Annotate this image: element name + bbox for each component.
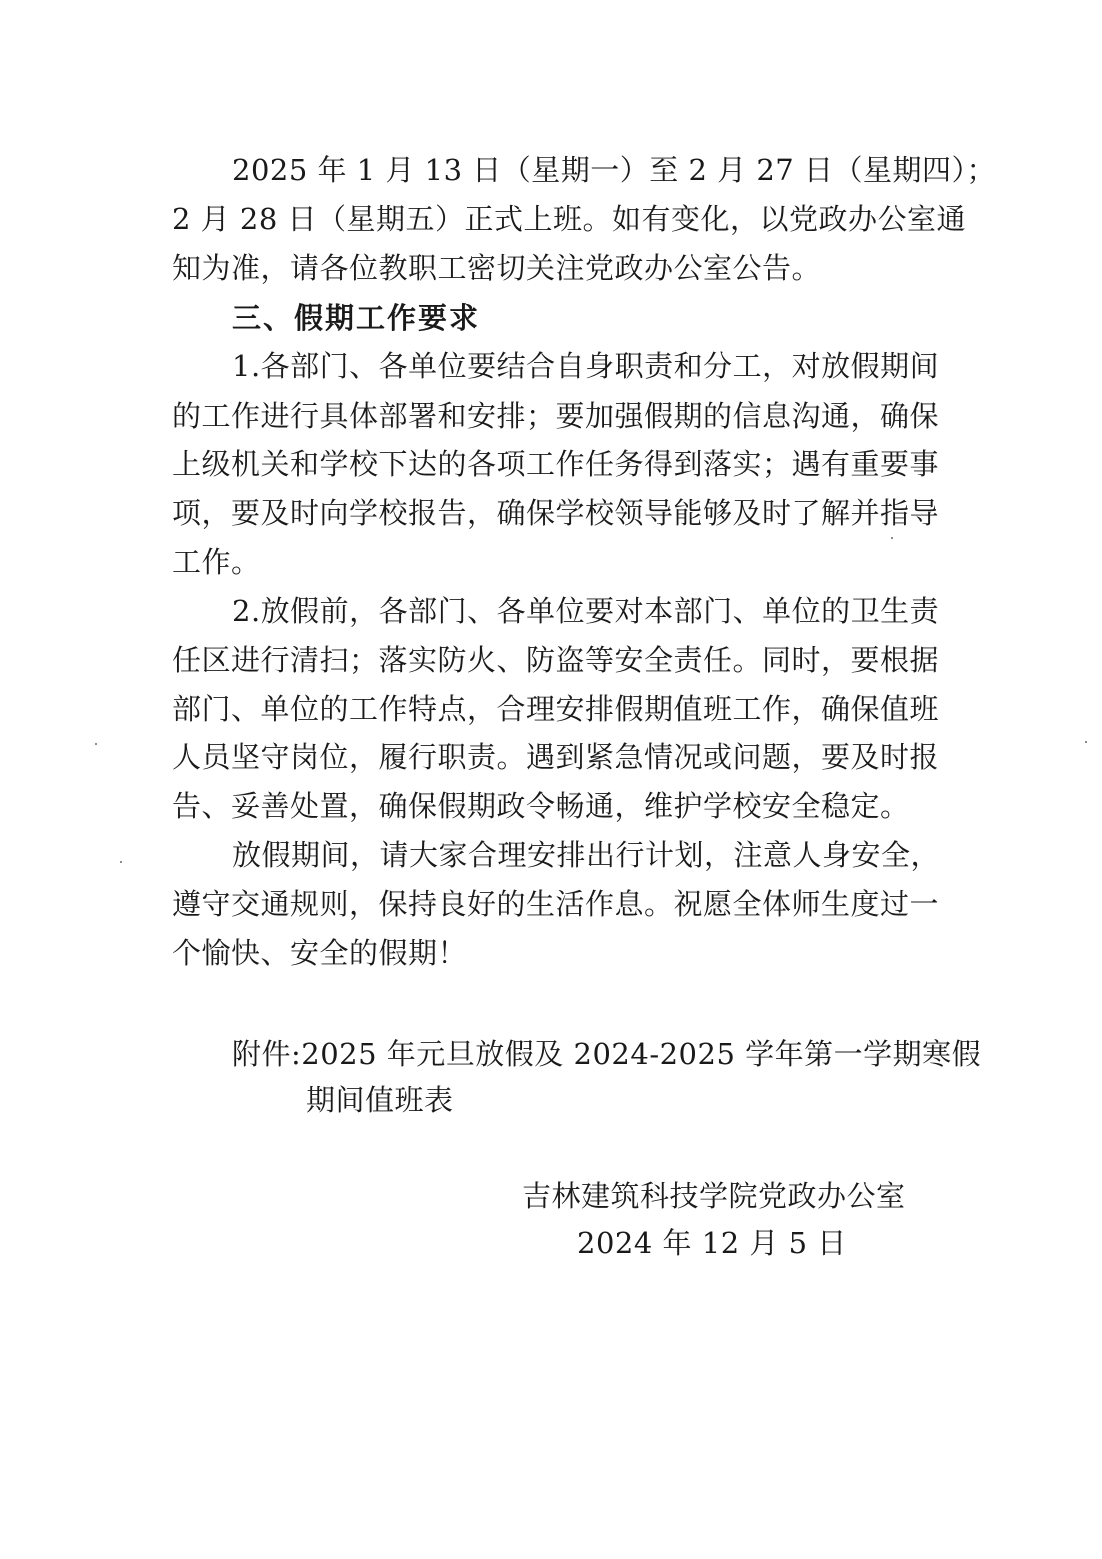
- paragraph-line: 上级机关和学校下达的各项工作任务得到落实；遇有重要事: [172, 447, 940, 481]
- scan-speck: [120, 861, 122, 863]
- paragraph-line: 遵守交通规则，保持良好的生活作息。祝愿全体师生度过一: [172, 887, 940, 921]
- paragraph-line: 放假期间，请大家合理安排出行计划，注意人身安全，: [232, 838, 941, 872]
- scan-speck: [1085, 741, 1087, 743]
- scan-speck: [95, 743, 97, 745]
- paragraph-line: 工作。: [172, 545, 261, 579]
- paragraph-line: 2 月 28 日（星期五）正式上班。如有变化，以党政办公室通: [172, 202, 967, 236]
- signature-date: 2024 年 12 月 5 日: [577, 1226, 847, 1260]
- paragraph-line: 知为准，请各位教职工密切关注党政办公室公告。: [172, 251, 822, 285]
- paragraph-line: 人员坚守岗位，履行职责。遇到紧急情况或问题，要及时报: [172, 740, 940, 774]
- signature-office: 吉林建筑科技学院党政办公室: [522, 1179, 906, 1213]
- paragraph-line: 部门、单位的工作特点，合理安排假期值班工作，确保值班: [172, 692, 940, 726]
- paragraph-line: 2.放假前，各部门、各单位要对本部门、单位的卫生责: [232, 594, 940, 628]
- section-heading: 三、假期工作要求: [232, 301, 481, 335]
- paragraph-line: 的工作进行具体部署和安排；要加强假期的信息沟通，确保: [172, 399, 940, 433]
- paragraph-line: 个愉快、安全的假期！: [172, 936, 468, 970]
- paragraph-line: 2025 年 1 月 13 日（星期一）至 2 月 27 日（星期四）；: [232, 153, 996, 187]
- paragraph-line: 告、妥善处置，确保假期政令畅通，维护学校安全稳定。: [172, 789, 910, 823]
- attachment-line: 附件:2025 年元旦放假及 2024-2025 学年第一学期寒假: [232, 1037, 982, 1071]
- paragraph-line: 1.各部门、各单位要结合自身职责和分工，对放假期间: [232, 349, 940, 383]
- attachment-line: 期间值班表: [306, 1083, 454, 1117]
- scan-speck: [891, 537, 893, 539]
- paragraph-line: 项，要及时向学校报告，确保学校领导能够及时了解并指导: [172, 496, 940, 530]
- paragraph-line: 任区进行清扫；落实防火、防盗等安全责任。同时，要根据: [172, 643, 940, 677]
